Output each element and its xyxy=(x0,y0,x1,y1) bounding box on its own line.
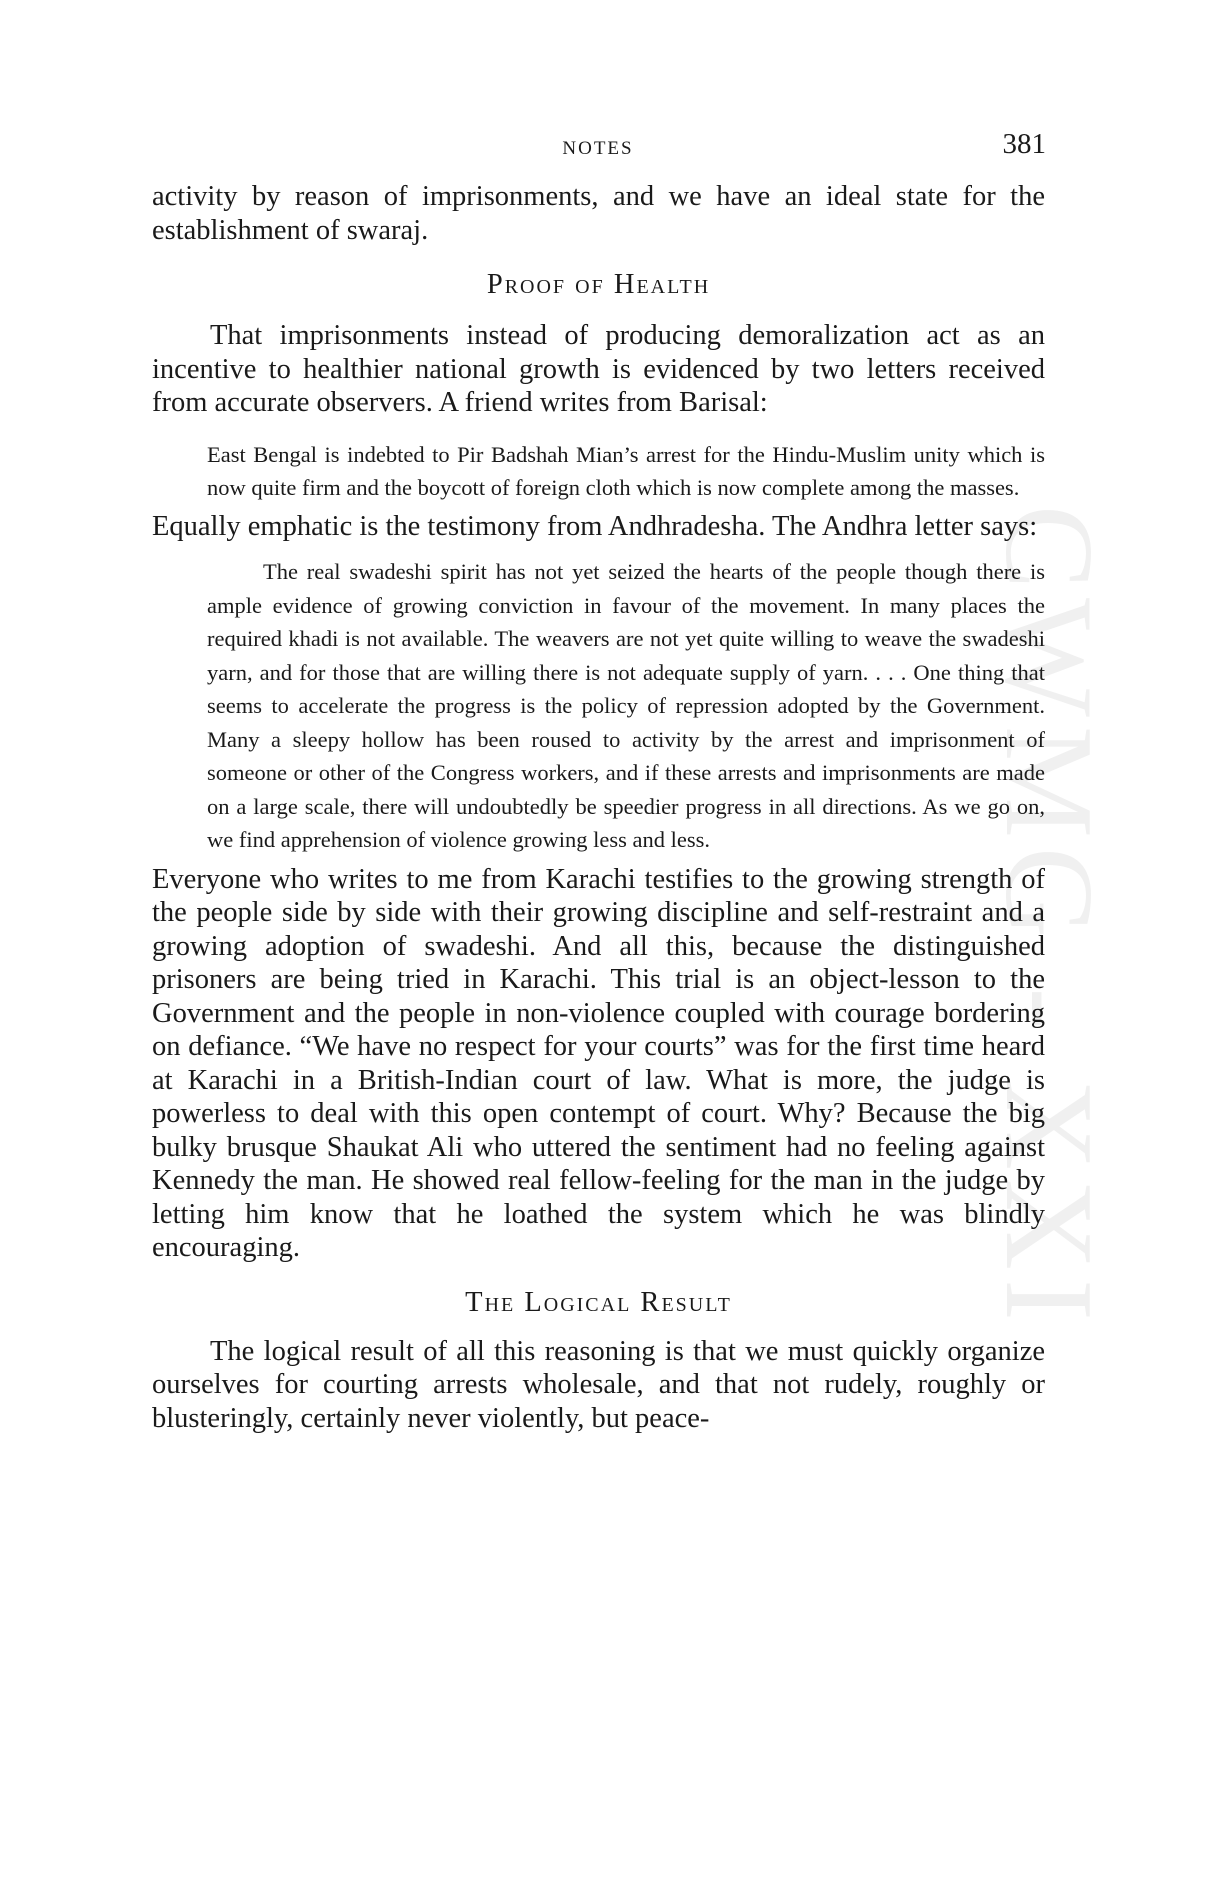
paragraph-continuation: activity by reason of imprisonments, and we have an ideal state for the establishment of swaraj. xyxy=(152,181,1045,246)
quote-andhra-letter: The real swadeshi spirit has not yet seized the hearts of the people though there is ample evidence of growing conviction in favour of the movement. In many places the required khadi is not available. The weavers are not yet quite willing to weave the swadeshi yarn, and for those that are willing there is not adequate supply of yarn. . . . One thing that seems to accelerate the progress is the policy of repression adopted by the Government. Many a sleepy hollow has been roused to activity by the arrest and imprisonment of someone or other of the Congress workers, and if these arrests and imprisonments are made on a large scale, there will undoubtedly be speedier progress in all directions. As we go on, we find apprehension of violence growing less and less. xyxy=(207,559,1045,852)
page-header xyxy=(150,126,1046,166)
watermark: CWMG - XXI xyxy=(979,505,1118,1330)
paragraph-andhradesha: Equally emphatic is the testimony from Andhradesha. The Andhra letter says: xyxy=(152,510,1038,542)
section-heading-logical-result: The Logical Result xyxy=(465,1286,732,1318)
page-number: 381 xyxy=(1002,128,1046,160)
page-content xyxy=(152,180,1045,1435)
paragraph-logical-result: The logical result of all this reasoning is that we must quickly organize ourselves for courting arrests wholesale, and that not rudely, roughly or blusteringly, certainly never violently, but peace- xyxy=(152,1335,1045,1434)
running-head: NOTES xyxy=(562,138,634,159)
quote-barisal: East Bengal is indebted to Pir Badshah Mian’s arrest for the Hindu-Muslim unity which is now quite firm and the boycott of foreign cloth which is now complete among the masses. xyxy=(207,441,1045,500)
paragraph-imprisonments: That imprisonments instead of producing demoralization act as an incentive to healthier national growth is evidenced by two letters received from accurate observers. A friend writes from Barisal: xyxy=(152,320,1045,418)
section-heading-proof-of-health: Proof of Health xyxy=(486,269,711,300)
paragraph-karachi: Everyone who writes to me from Karachi testifies to the growing strength of the people side by side with their growing discipline and self-restraint and a growing adoption of swadeshi. And all this, because the distinguished prisoners are being tried in Karachi. This trial is an object-lesson to the Government and the people in non-violence coupled with courage bordering on defiance. “We have no respect for your courts” was for the first time heard at Karachi in a British-Indian court of law. What is more, the judge is powerless to deal with this open contempt of court. Why? Because the big bulky brusque Shaukat Ali who uttered the sentiment had no feeling against Kennedy the man. He showed real fellow-feeling for the man in the judge by letting him know that he loathed the system which he was blindly encouraging. xyxy=(152,863,1045,1263)
